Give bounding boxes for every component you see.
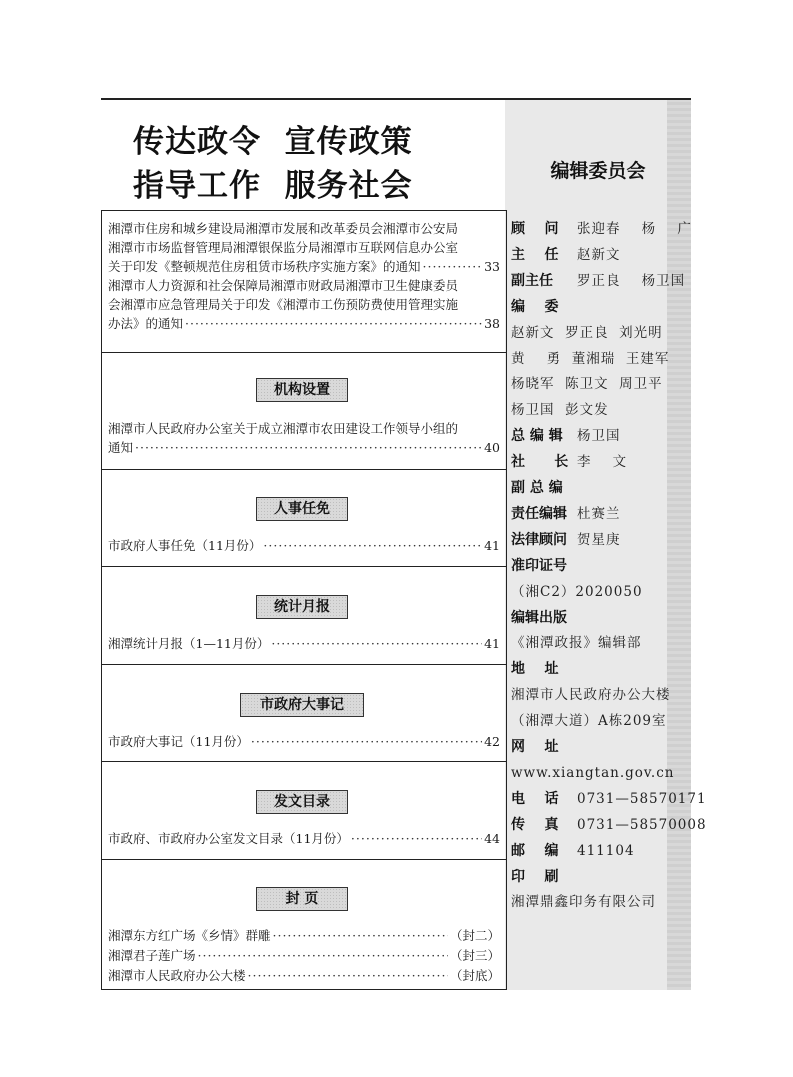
committee-row: [511, 244, 621, 266]
toc-entry-line: 湘潭市人力资源和社会保障局湘潭市财政局湘潭市卫生健康委员: [108, 278, 459, 293]
committee-row: [511, 425, 621, 447]
toc-page-number: 42: [484, 734, 500, 749]
toc-leader-dots: [198, 946, 448, 965]
committee-member-value: 杨卫国 彭文发: [511, 402, 609, 418]
toc-page-number: 41: [484, 538, 500, 553]
toc-entry-title: 通知: [108, 440, 134, 455]
toc-entry[interactable]: [108, 966, 500, 985]
slogan-line-2: 指导工作 服务社会: [133, 168, 413, 204]
toc-leader-dots: [185, 314, 482, 333]
committee-member-value: www.xiangtan.gov.cn: [511, 765, 675, 781]
committee-row: [511, 658, 577, 680]
toc-page-number: 44: [484, 831, 500, 846]
toc-entry[interactable]: [108, 219, 500, 276]
committee-member-value: 赵新文: [577, 247, 621, 263]
toc-leader-dots: [423, 257, 483, 276]
section-heading: 市政府大事记: [240, 693, 364, 717]
toc-entry[interactable]: [108, 926, 500, 945]
committee-row: [511, 710, 667, 732]
toc-leader-dots: [248, 966, 448, 985]
committee-row: [511, 555, 577, 577]
toc-entry[interactable]: [108, 276, 500, 333]
toc-section-jigou: [102, 353, 506, 470]
toc-entry[interactable]: [108, 634, 500, 653]
committee-row: [511, 866, 577, 888]
committee-row: [511, 762, 674, 784]
committee-role-label: 印 刷: [511, 869, 559, 885]
committee-role-label: 法律顾问: [511, 532, 567, 548]
committee-role-label: 电 话: [511, 791, 559, 807]
toc-entry[interactable]: [108, 829, 500, 848]
committee-role-label: 地 址: [511, 661, 559, 677]
committee-row: [511, 788, 707, 810]
section-heading: 人事任免: [256, 497, 348, 521]
committee-role-label: 编辑出版: [511, 610, 567, 626]
committee-member-value: 湘潭市人民政府办公大楼: [511, 687, 671, 703]
committee-member-value: 杨卫国: [577, 428, 621, 444]
committee-row: [511, 891, 656, 913]
slogan-line-1: 传达政令 宣传政策: [133, 124, 413, 160]
toc-entry-title: 湘潭统计月报（1—11月份）: [108, 636, 270, 651]
committee-member-value: 湘潭鼎鑫印务有限公司: [511, 894, 656, 910]
toc-entry-line: 湘潭市住房和城乡建设局湘潭市发展和改革委员会湘潭市公安局: [108, 221, 459, 236]
committee-row: [511, 270, 685, 292]
toc-page-number: （封二）: [449, 928, 500, 943]
committee-role-label: 邮 编: [511, 843, 559, 859]
committee-row: [511, 607, 577, 629]
committee-member-value: 0731—58570008: [577, 817, 707, 833]
toc-entry-line: 湘潭市市场监督管理局湘潭银保监分局湘潭市互联网信息办公室: [108, 240, 459, 255]
committee-row: [511, 373, 663, 395]
committee-row: [511, 581, 643, 603]
committee-row: [511, 503, 621, 525]
toc-entry-title: 市政府大事记（11月份）: [108, 734, 249, 749]
committee-row: [511, 632, 642, 654]
toc-entry-title: 湘潭市人民政府办公大楼: [108, 968, 246, 983]
toc-section-fengye: [102, 860, 506, 989]
committee-member-value: 411104: [577, 843, 635, 859]
committee-title: 编辑委员会: [550, 160, 646, 182]
committee-member-value: 杜赛兰: [577, 506, 621, 522]
section-heading: 封 页: [256, 887, 348, 911]
committee-row: [511, 399, 609, 421]
toc-page-number: 40: [484, 440, 500, 455]
committee-role-label: 总 编 辑: [511, 428, 563, 444]
committee-row: [511, 348, 669, 370]
toc-entry-title: 市政府人事任免（11月份）: [108, 538, 262, 553]
toc-entry-line: 湘潭市人民政府办公室关于成立湘潭市农田建设工作领导小组的: [108, 421, 459, 436]
toc-section-lead: [102, 211, 506, 353]
committee-member-value: （湘潭大道）A栋209室: [511, 713, 667, 729]
toc-leader-dots: [251, 732, 482, 751]
committee-row: [511, 218, 692, 240]
committee-role-label: 网 址: [511, 739, 559, 755]
committee-role-label: 传 真: [511, 817, 559, 833]
committee-role-label: 社 长: [511, 454, 569, 470]
committee-row: [511, 451, 627, 473]
committee-role-label: 副主任: [511, 273, 553, 289]
toc-leader-dots: [271, 634, 482, 653]
committee-member-value: 《湘潭政报》编辑部: [511, 635, 642, 651]
toc-page-number: 33: [484, 259, 500, 274]
committee-role-label: 主 任: [511, 247, 559, 263]
toc-entry-title: 关于印发《整顿规范住房租赁市场秩序实施方案》的通知: [108, 259, 421, 274]
toc-entry[interactable]: [108, 732, 500, 751]
toc-entry[interactable]: [108, 946, 500, 965]
toc-entry-line: 会湘潭市应急管理局关于印发《湘潭市工伤预防费使用管理实施: [108, 297, 459, 312]
toc-page-number: 41: [484, 636, 500, 651]
toc-page-number: （封三）: [449, 948, 500, 963]
table-of-contents: [101, 210, 507, 990]
toc-leader-dots: [351, 829, 482, 848]
committee-member-value: 罗正良 杨卫国: [577, 273, 686, 289]
committee-row: [511, 684, 671, 706]
committee-row: [511, 814, 707, 836]
section-heading: 机构设置: [256, 378, 348, 402]
toc-section-renshi: [102, 470, 506, 567]
committee-row: [511, 477, 577, 499]
toc-page-number: 38: [484, 316, 500, 331]
toc-entry[interactable]: [108, 419, 500, 457]
toc-section-dashiji: [102, 665, 506, 762]
toc-leader-dots: [135, 438, 482, 457]
toc-entry[interactable]: [108, 536, 500, 555]
committee-role-label: 顾 问: [511, 221, 559, 237]
committee-role-label: 准印证号: [511, 558, 567, 574]
committee-row: [511, 296, 577, 318]
toc-section-fawen: [102, 762, 506, 860]
toc-leader-dots: [273, 926, 448, 945]
committee-member-value: 李 文: [577, 454, 628, 470]
toc-leader-dots: [263, 536, 482, 555]
committee-row: [511, 322, 663, 344]
committee-row: [511, 840, 635, 862]
committee-role-label: 副 总 编: [511, 480, 563, 496]
committee-role-label: 编 委: [511, 299, 559, 315]
section-heading: 发文目录: [256, 790, 348, 814]
committee-member-value: 赵新文 罗正良 刘光明: [511, 325, 663, 341]
toc-entry-title: 湘潭君子莲广场: [108, 948, 196, 963]
toc-page-number: （封底）: [449, 968, 500, 983]
committee-member-value: 杨晓军 陈卫文 周卫平: [511, 376, 663, 392]
committee-member-value: （湘C2）2020050: [511, 584, 643, 600]
committee-member-value: 黄 勇 董湘瑞 王建军: [511, 351, 670, 367]
committee-member-value: 贺星庚: [577, 532, 621, 548]
toc-entry-title: 市政府、市政府办公室发文目录（11月份）: [108, 831, 349, 846]
toc-section-tongji: [102, 567, 506, 665]
toc-entry-title: 湘潭东方红广场《乡情》群雕: [108, 928, 271, 943]
committee-row: [511, 529, 621, 551]
committee-row: [511, 736, 577, 758]
section-heading: 统计月报: [256, 595, 348, 619]
committee-role-label: 责任编辑: [511, 506, 567, 522]
toc-entry-title: 办法》的通知: [108, 316, 184, 331]
committee-member-value: 张迎春 杨 广: [577, 221, 692, 237]
committee-member-value: 0731—58570171: [577, 791, 707, 807]
